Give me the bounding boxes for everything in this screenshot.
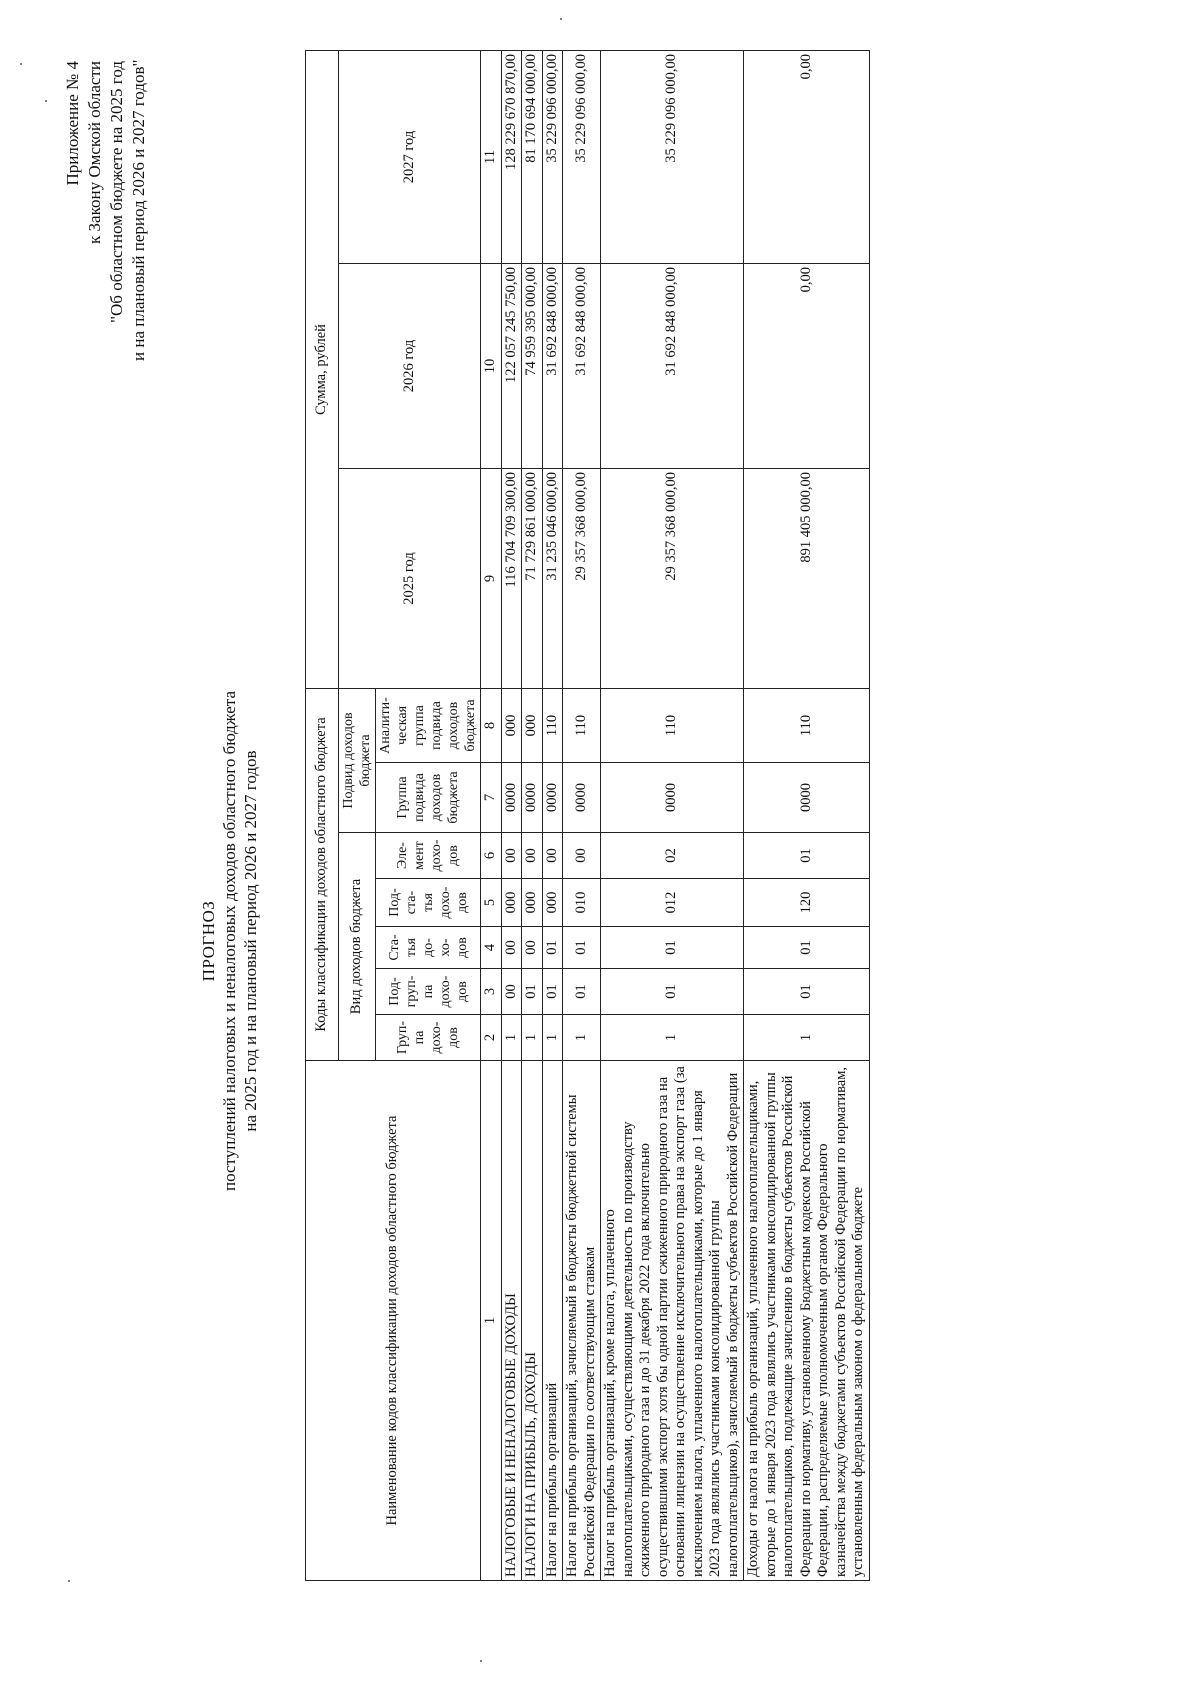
row-group: 1 xyxy=(744,1015,870,1061)
table-row xyxy=(522,51,543,1581)
row-name: Налог на прибыль организаций xyxy=(542,1061,563,1581)
row-element: 00 xyxy=(501,833,522,879)
header-2026: 2026 год xyxy=(339,264,481,469)
row-article: 00 xyxy=(501,927,522,969)
header-codes: Коды классификации доходов областного бюджета xyxy=(306,689,339,1061)
row-podvid-group: 0000 xyxy=(744,763,870,833)
column-index: 8 xyxy=(481,689,502,763)
row-analytic-group: 110 xyxy=(542,689,563,763)
row-subarticle: 000 xyxy=(542,879,563,927)
row-group: 1 xyxy=(522,1015,543,1061)
row-amount-2026: 31 692 848 000,00 xyxy=(563,264,601,469)
row-subarticle: 012 xyxy=(601,879,744,927)
row-amount-2027: 81 170 694 000,00 xyxy=(522,51,543,264)
row-analytic-group: 110 xyxy=(744,689,870,763)
row-amount-2025: 29 357 368 000,00 xyxy=(601,469,744,689)
row-subgroup: 01 xyxy=(522,969,543,1015)
row-analytic-group: 000 xyxy=(522,689,543,763)
row-element: 00 xyxy=(563,833,601,879)
row-element: 01 xyxy=(744,833,870,879)
header-element: Эле- мент дохо- дов xyxy=(376,833,481,879)
row-subgroup: 01 xyxy=(542,969,563,1015)
row-name: НАЛОГОВЫЕ И НЕНАЛОГОВЫЕ ДОХОДЫ xyxy=(501,1061,522,1581)
row-group: 1 xyxy=(542,1015,563,1061)
column-index: 4 xyxy=(481,927,502,969)
column-index: 9 xyxy=(481,469,502,689)
document-title xyxy=(198,491,261,1391)
row-group: 1 xyxy=(601,1015,744,1061)
row-podvid-group: 0000 xyxy=(501,763,522,833)
row-amount-2027: 0,00 xyxy=(744,51,870,264)
row-amount-2027: 128 229 670 870,00 xyxy=(501,51,522,264)
row-podvid-group: 0000 xyxy=(601,763,744,833)
row-subarticle: 000 xyxy=(522,879,543,927)
appendix-line-1: Приложение № 4 xyxy=(63,61,82,186)
scan-speck xyxy=(20,63,22,65)
table-row xyxy=(601,51,744,1581)
row-subarticle: 000 xyxy=(501,879,522,927)
header-analytic-group: Аналити- ческая группа подвида доходов бюджета xyxy=(376,689,481,763)
row-amount-2026: 122 057 245 750,00 xyxy=(501,264,522,469)
scan-speck xyxy=(560,18,562,20)
header-2025: 2025 год xyxy=(339,469,481,689)
header-vid: Вид доходов бюджета xyxy=(339,833,376,1061)
column-index: 6 xyxy=(481,833,502,879)
row-name: Налог на прибыль организаций, зачисляемый в бюджеты бюджетной системы Российской Федерации по соответствующим ставкам xyxy=(563,1061,601,1581)
appendix-note xyxy=(62,61,150,361)
row-podvid-group: 0000 xyxy=(522,763,543,833)
header-2027: 2027 год xyxy=(339,51,481,264)
header-row-1 xyxy=(306,51,339,1581)
row-analytic-group: 000 xyxy=(501,689,522,763)
row-amount-2027: 35 229 096 000,00 xyxy=(563,51,601,264)
scan-speck xyxy=(480,1660,482,1662)
title-line-1: поступлений налоговых и неналоговых доходов областного бюджета xyxy=(220,691,239,1192)
column-index: 10 xyxy=(481,264,502,469)
row-analytic-group: 110 xyxy=(563,689,601,763)
column-index: 3 xyxy=(481,969,502,1015)
row-article: 01 xyxy=(542,927,563,969)
appendix-line-3: "Об областном бюджете на 2025 год xyxy=(107,61,126,323)
header-podvid-group: Группа подвида доходов бюджета xyxy=(376,763,481,833)
row-amount-2026: 0,00 xyxy=(744,264,870,469)
row-name: Доходы от налога на прибыль организаций, уплаченного налогоплательщиками, которые до 1 января 2023 года являлись участниками консолидированной группы налогоплательщиков, подлежащие зачислению в бюджеты субъектов Российской Федерации по нормативу, установленному Бюджетным кодексом Российской Федерации, распределяемые уполномоченным органом Федерального казначейства между бюджетами субъектов Российской Федерации по нормативам, установленным федеральным законом о федеральном бюджете xyxy=(744,1061,870,1581)
row-name: НАЛОГИ НА ПРИБЫЛЬ, ДОХОДЫ xyxy=(522,1061,543,1581)
row-subgroup: 01 xyxy=(563,969,601,1015)
row-article: 01 xyxy=(601,927,744,969)
row-podvid-group: 0000 xyxy=(542,763,563,833)
row-subarticle: 010 xyxy=(563,879,601,927)
scan-speck xyxy=(45,100,47,102)
row-amount-2025: 891 405 000,00 xyxy=(744,469,870,689)
header-group: Груп- па дохо- дов xyxy=(376,1015,481,1061)
column-index: 11 xyxy=(481,51,502,264)
row-amount-2025: 31 235 046 000,00 xyxy=(542,469,563,689)
row-amount-2026: 74 959 395 000,00 xyxy=(522,264,543,469)
column-index: 1 xyxy=(481,1061,502,1581)
column-index: 7 xyxy=(481,763,502,833)
header-podvid: Подвид доходов бюджета xyxy=(339,689,376,833)
column-index: 2 xyxy=(481,1015,502,1061)
forecast-table xyxy=(305,50,870,1581)
title-heading: ПРОГНОЗ xyxy=(199,900,218,982)
row-amount-2025: 71 729 861 000,00 xyxy=(522,469,543,689)
row-subgroup: 01 xyxy=(744,969,870,1015)
row-group: 1 xyxy=(563,1015,601,1061)
table-row xyxy=(563,51,601,1581)
row-subgroup: 01 xyxy=(601,969,744,1015)
row-article: 00 xyxy=(522,927,543,969)
row-amount-2025: 116 704 709 300,00 xyxy=(501,469,522,689)
column-index-row xyxy=(481,51,502,1581)
row-amount-2025: 29 357 368 000,00 xyxy=(563,469,601,689)
header-name: Наименование кодов классификации доходов областного бюджета xyxy=(306,1061,481,1581)
table-row xyxy=(501,51,522,1581)
row-element: 00 xyxy=(542,833,563,879)
row-amount-2027: 35 229 096 000,00 xyxy=(542,51,563,264)
row-analytic-group: 110 xyxy=(601,689,744,763)
row-subgroup: 00 xyxy=(501,969,522,1015)
header-subarticle: Под- ста- тья дохо- дов xyxy=(376,879,481,927)
title-line-2: на 2025 год и на плановый период 2026 и 2027 годов xyxy=(241,750,260,1132)
row-amount-2026: 31 692 848 000,00 xyxy=(601,264,744,469)
appendix-line-4: и на плановый период 2026 и 2027 годов" xyxy=(129,59,148,361)
row-group: 1 xyxy=(501,1015,522,1061)
row-name: Налог на прибыль организаций, кроме налога, уплаченного налогоплательщиками, осуществляющими деятельность по производству сжиженного природного газа и до 31 декабря 2022 года включительно осуществившими экспорт хотя бы одной партии сжиженного природного газа на основании лицензии на осуществление исключительного права на экспорт газа (за исключением налога, уплаченного налогоплательщиками, которые до 1 января 2023 года являлись участниками консолидированной группы налогоплательщиков), зачисляемый в бюджеты субъектов Российской Федерации xyxy=(601,1061,744,1581)
row-podvid-group: 0000 xyxy=(563,763,601,833)
row-amount-2026: 31 692 848 000,00 xyxy=(542,264,563,469)
header-subgroup: Под- груп- па дохо- дов xyxy=(376,969,481,1015)
row-element: 00 xyxy=(522,833,543,879)
row-article: 01 xyxy=(563,927,601,969)
table-row xyxy=(744,51,870,1581)
scan-speck xyxy=(68,1580,70,1582)
column-index: 5 xyxy=(481,879,502,927)
appendix-line-2: к Закону Омской области xyxy=(85,61,104,244)
row-article: 01 xyxy=(744,927,870,969)
row-subarticle: 120 xyxy=(744,879,870,927)
table-row xyxy=(542,51,563,1581)
header-article: Ста- тья до- хо- дов xyxy=(376,927,481,969)
header-sum: Сумма, рублей xyxy=(306,51,339,689)
row-amount-2027: 35 229 096 000,00 xyxy=(601,51,744,264)
row-element: 02 xyxy=(601,833,744,879)
